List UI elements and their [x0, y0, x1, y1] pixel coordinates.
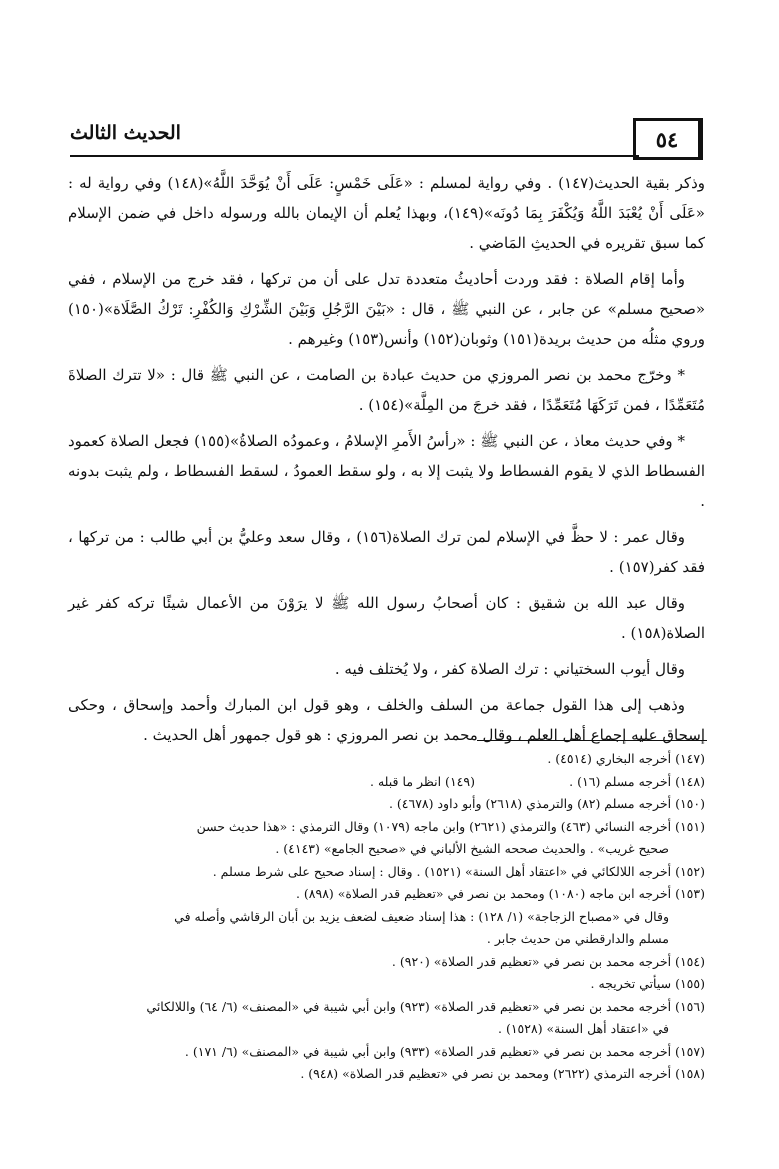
paragraph: وقال عمر : لا حظَّ في الإسلام لمن ترك الصلاة(١٥٦) ، وقال سعد وعليُّ بن أبي طالب : من تركها ، فقد كفر(١٥٧) .	[68, 528, 705, 576]
main-text	[68, 168, 705, 756]
footnote: (١٥٦) أخرجه محمد بن نصر في «تعظيم قدر الصلاة» (٩٢٣) وابن أبي شيبة في «المصنف» (٦/ ٦٤) واللالكائي	[146, 998, 705, 1014]
footnote: (١٤٩) انظر ما قبله .	[370, 773, 475, 789]
footnote-continuation: صحيح غريب» . والحديث صححه الشيخ الألباني في «صحيح الجامع» (٤١٤٣) .	[275, 841, 669, 856]
footnote-continuation: وقال في «مصباح الزجاجة» (١/ ١٢٨) : هذا إسناد ضعيف لضعف يزيد بن أبان الرقاشي وأصله في	[174, 908, 669, 924]
paragraph: * وخرّج محمد بن نصر المروزي من حديث عبادة بن الصامت ، عن النبي ﷺ قال : «لا تترك الصلاةَ مُتَعَمِّدًا ، فمن تَرَكَهَا مُتَعَمِّدًا ، فقد خرجَ من المِلَّة»(١٥٤) .	[68, 366, 705, 414]
footnote: (١٥٤) أخرجه محمد بن نصر في «تعظيم قدر الصلاة» (٩٢٠) .	[391, 953, 705, 969]
paragraph: وقال أيوب السختياني : ترك الصلاة كفر ، ولا يُختلف فيه .	[334, 660, 685, 678]
paragraph: * وفي حديث معاذ ، عن النبي ﷺ : «رأسُ الأَمرِ الإسلامُ ، وعمودُه الصلاةُ»(١٥٥) فجعل الصلاة كعمود الفسطاط الذي لا يقوم الفسطاط ولا يثبت إلا به ، ولو سقط العمودُ ، لسقط الفسطاط ، ولم يثبت بدونه .	[68, 432, 705, 510]
footnote-continuation: مسلم والدارقطني من حديث جابر .	[486, 931, 669, 946]
paragraph: وذهب إلى هذا القول جماعة من السلف والخلف ، وهو قول ابن المبارك وأحمد وإسحاق ، وحكى إسحاق عليه إجماع أهل العلم ، وقال محمد بن نصر المروزي : هو قول جمهور أهل الحديث .	[68, 696, 705, 744]
header-divider	[70, 155, 639, 157]
page-header	[70, 118, 703, 158]
footnote: (١٥٥) سيأتي تخريجه .	[590, 976, 705, 991]
footnote: (١٥٠) أخرجه مسلم (٨٢) والترمذي (٢٦١٨) وأبو داود (٤٦٧٨) .	[388, 796, 705, 811]
chapter-title: الحديث الثالث	[70, 122, 181, 144]
paragraph: وأما إقام الصلاة : فقد وردت أحاديثُ متعددة تدل على أن من تركها ، فقد خرج من الإسلام ، ففي «صحيح مسلم» عن جابر ، عن النبي ﷺ ، قال : «بَيْنَ الرَّجُلِ وَبَيْنَ الشِّرْكِ وَالكُفْرِ: تَرْكُ الصَّلَاة»(١٥٠) وروي مثلُه من حديث بريدة(١٥١) وثوبان(١٥٢) وأنس(١٥٣) وغيرهم .	[68, 270, 705, 348]
footnote-divider	[477, 740, 707, 741]
footnote: (١٥٧) أخرجه محمد بن نصر في «تعظيم قدر الصلاة» (٩٣٣) وابن أبي شيبة في «المصنف» (٦/ ١٧١) .	[184, 1043, 705, 1059]
footnote-row	[68, 771, 705, 794]
footnote: (١٤٧) أخرجه البخاري (٤٥١٤) .	[547, 751, 705, 766]
footnote: (١٥٣) أخرجه ابن ماجه (١٠٨٠) ومحمد بن نصر في «تعظيم قدر الصلاة» (٨٩٨) .	[295, 886, 705, 901]
paragraph: وقال عبد الله بن شقيق : كان أصحابُ رسول الله ﷺ لا يرَوْنَ من الأعمال شيئًا تركه كفر غير الصلاة(١٥٨) .	[68, 594, 705, 642]
paragraph: وذكر بقية الحديث(١٤٧) . وفي رواية لمسلم : «عَلَى خَمْسٍ: عَلَى أَنْ يُوَحَّدَ اللَّهُ»(١٤٨) وفي رواية له : «عَلَى أَنْ يُعْبَدَ اللَّهُ وَيُكْفَرَ بِمَا دُونَه»(١٤٩)، وبهذا يُعلم أن الإيمان بالله ورسوله داخل في ضمن الإسلام كما سبق تقريره في الحديثِ المَاضي .	[68, 174, 705, 252]
footnote-continuation: في «اعتقاد أهل السنة» (١٥٢٨) .	[498, 1021, 669, 1036]
footnotes	[68, 748, 705, 1086]
page-number: ٥٤	[633, 118, 703, 160]
footnote: (١٥١) أخرجه النسائي (٤٦٣) والترمذي (٢٦٢١) وابن ماجه (١٠٧٩) وقال الترمذي : «هذا حديث حسن	[196, 818, 705, 834]
footnote: (١٤٨) أخرجه مسلم (١٦) .	[569, 773, 705, 789]
footnote: (١٥٨) أخرجه الترمذي (٢٦٢٢) ومحمد بن نصر في «تعظيم قدر الصلاة» (٩٤٨) .	[300, 1066, 705, 1081]
footnote: (١٥٢) أخرجه اللالكائي في «اعتقاد أهل السنة» (١٥٢١) . وقال : إسناد صحيح على شرط مسلم .	[212, 863, 705, 879]
